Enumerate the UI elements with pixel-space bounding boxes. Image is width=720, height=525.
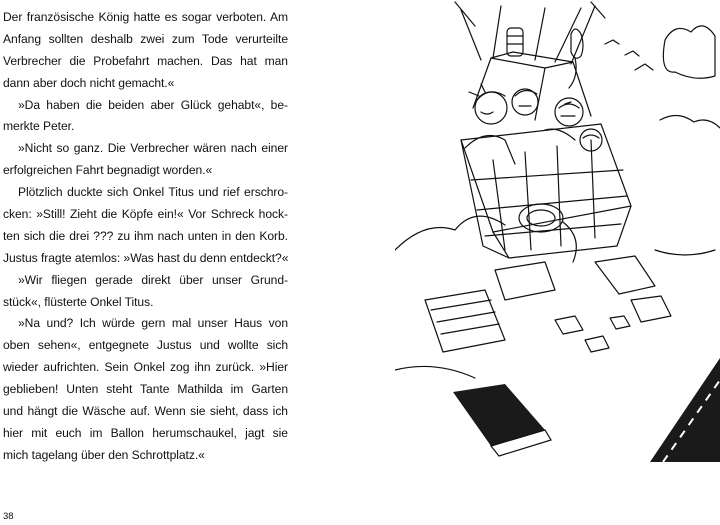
- road: [650, 358, 720, 462]
- sandbag: [571, 29, 583, 58]
- text-line-3: Verbrecher die Probefahrt machen. Das hat man: [3, 53, 288, 68]
- bird-marks: [605, 40, 653, 70]
- passenger-face: [515, 90, 537, 106]
- text-line-12: Justus fragte atemlos: »Was hast du denn entdeckt?«: [3, 250, 289, 265]
- coiled-rope: [519, 204, 563, 232]
- text-line-1: Der französische König hatte es sogar verboten. Am: [3, 10, 288, 24]
- text-line-14: stück«, flüsterte Onkel Titus.: [3, 294, 154, 309]
- roof-tiles: [431, 300, 499, 334]
- coiled-rope: [527, 210, 555, 226]
- shed-roof: [495, 262, 555, 300]
- frame-struts: [473, 58, 591, 120]
- text-line-13: »Wir fliegen gerade direkt über unser Grund-: [18, 272, 288, 287]
- basket-body: [461, 140, 631, 258]
- text-line-8: erfolgreichen Fahrt begnadigt worden.«: [3, 163, 213, 178]
- ground-hills: [395, 216, 505, 250]
- passenger-face: [469, 84, 505, 114]
- passenger-face: [583, 135, 599, 138]
- burner-frame: [491, 52, 573, 68]
- page-number: 38: [3, 511, 14, 522]
- balloon-ropes: [461, 6, 595, 64]
- house-roof: [425, 290, 505, 352]
- text-line-7: »Nicht so ganz. Die Verbrecher wären nach einer: [18, 141, 288, 156]
- text-line-6: merkte Peter.: [3, 119, 75, 134]
- text-line-15: »Na und? Ich würde gern mal unser Haus von: [18, 316, 288, 331]
- passenger-face: [559, 102, 579, 116]
- text-line-20: hier mit euch im Ballon herumschaukel, jagt sie: [3, 425, 288, 440]
- rigging-lines: [455, 2, 605, 26]
- text-line-10: cken: »Still! Zieht die Köpfe ein!« Vor Schreck hock-: [3, 207, 288, 222]
- text-line-2: Anfang sollten deshalb zwei zum Tode verurteilte: [3, 31, 288, 46]
- text-line-9: Plötzlich duckte sich Onkel Titus und rief erschro-: [18, 185, 288, 200]
- text-line-19: und hängt die Wäsche auf. Wenn sie sieht, dass ich: [3, 404, 288, 419]
- text-line-5: »Da haben die beiden aber Glück gehabt«, be-: [18, 97, 288, 112]
- cloud-shape: [660, 115, 720, 128]
- body-text: [3, 7, 288, 467]
- scrapyard-objects: [595, 256, 671, 322]
- text-line-11: ten sich die drei ??? zu ihm nach unten in den Korb.: [3, 228, 288, 243]
- text-line-21: mich tagelang über den Schrottplatz.«: [3, 447, 205, 462]
- cylinder-bands: [507, 36, 523, 44]
- ground-lines: [395, 250, 715, 378]
- basket-rim: [461, 124, 631, 232]
- basket-weave: [471, 170, 627, 236]
- dark-roof: [453, 384, 545, 446]
- text-line-4: dann aber doch nicht gemacht.«: [3, 75, 175, 90]
- balloon-basket-illustration: [395, 0, 720, 462]
- text-line-17: wieder aufrichten. Sein Onkel zog ihn zurück. »Hier: [3, 360, 288, 375]
- text-line-18: geblieben! Unten steht Tante Mathilda im Garten: [3, 382, 288, 397]
- scrapyard-objects: [555, 316, 630, 352]
- cloud-shape: [663, 26, 715, 78]
- passenger-arms: [465, 129, 575, 164]
- text-line-16: oben sehen«, entgegnete Justus und wollte sich: [3, 338, 288, 353]
